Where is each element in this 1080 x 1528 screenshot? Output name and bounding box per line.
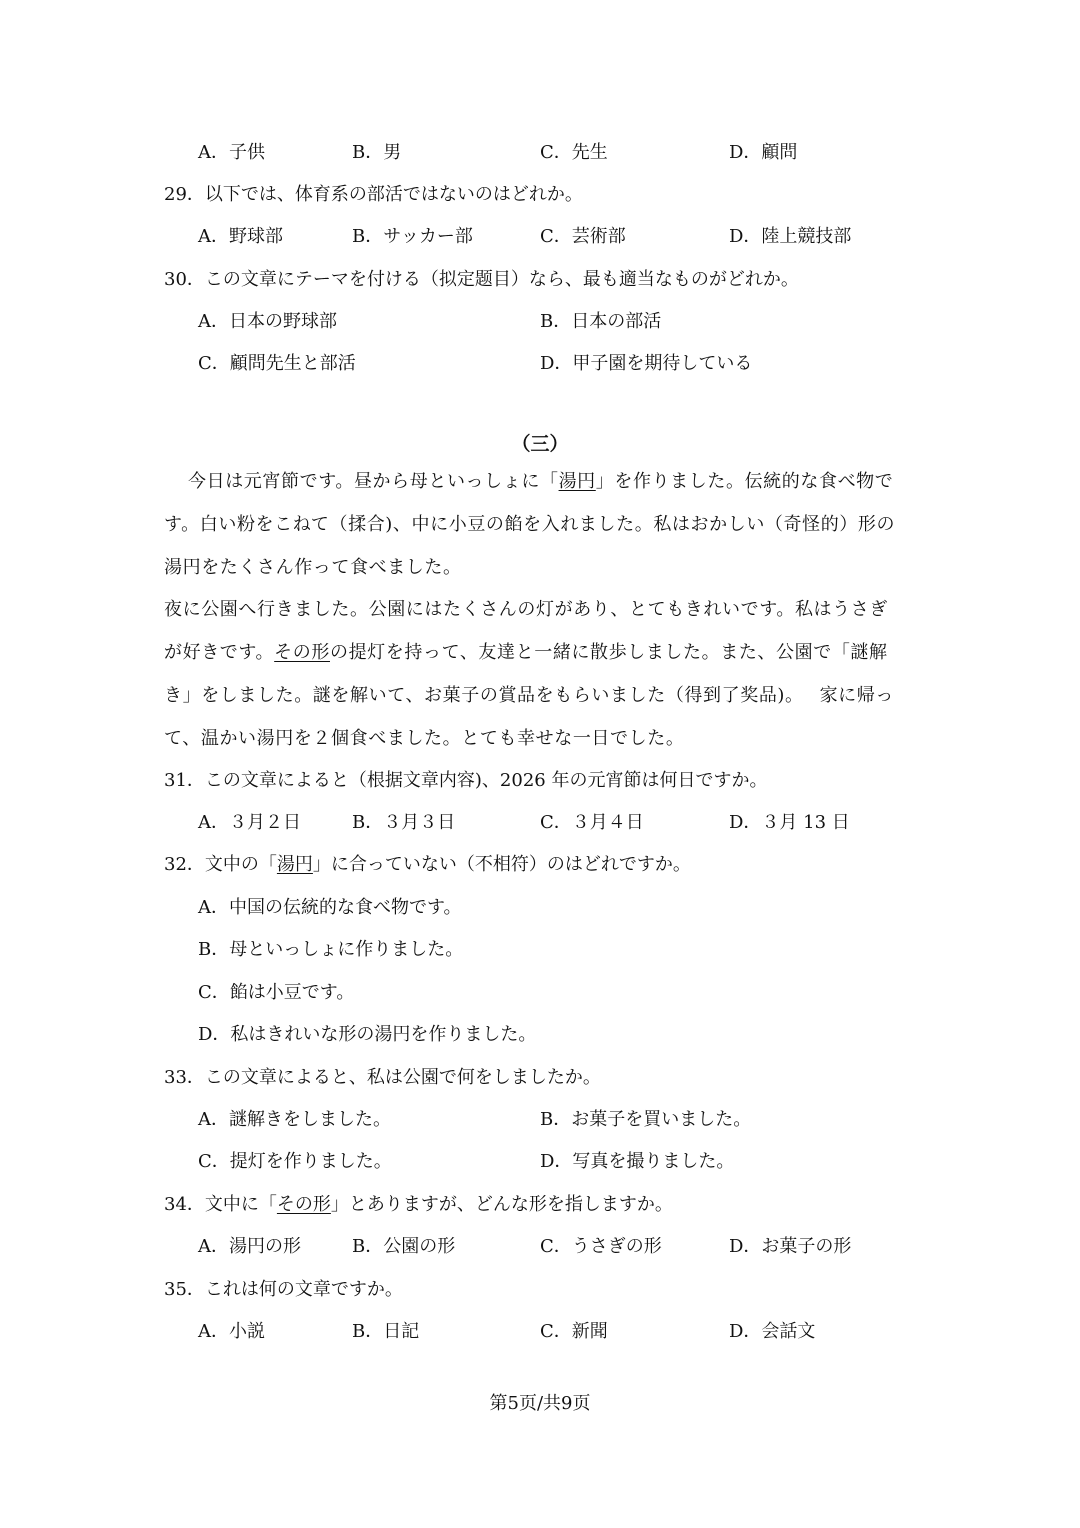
option-d: D．陸上競技部 [729, 226, 852, 247]
underlined-term: その形 [276, 1194, 331, 1215]
option-d: D．甲子園を期待している [540, 353, 753, 374]
option-b: B．日記 [352, 1321, 420, 1342]
passage-line [164, 641, 924, 665]
option-c: C．うさぎの形 [540, 1236, 662, 1257]
passage-line: き」をしました。謎を解いて、お菓子の賞品をもらいました（得到了奖品)。 家に帰っ [164, 685, 894, 706]
option-b: B．サッカー部 [352, 226, 473, 247]
option-c: C．提灯を作りました。 [198, 1151, 392, 1172]
option-b: B．母といっしょに作りました。 [198, 939, 464, 960]
underlined-term: その形 [274, 642, 330, 663]
option-d: D．私はきれいな形の湯円を作りました。 [198, 1024, 537, 1045]
text-segment: 」とありますが、どんな形を指しますか。 [330, 1194, 673, 1215]
option-d: D．会話文 [729, 1321, 816, 1342]
option-c: C．新聞 [540, 1321, 608, 1342]
page-number: 第5页/共9页 [489, 1393, 591, 1414]
text-segment: 今日は元宵節です。昼から母といっしょに「 [188, 471, 559, 492]
question-stem: 35．これは何の文章ですか。 [164, 1279, 403, 1300]
question-stem [164, 853, 691, 877]
option-c: C．顧問先生と部活 [198, 353, 356, 374]
text-segment: が好きです。 [164, 642, 275, 663]
passage-line: 夜に公園へ行きました。公園にはたくさんの灯があり、とてもきれいです。私はうさぎ [164, 599, 888, 620]
option-d: D．お菓子の形 [729, 1236, 852, 1257]
passage-line: す。白い粉をこねて（揉合)、中に小豆の餡を入れました。私はおかしい（奇怪的）形の [164, 514, 896, 535]
option-a: A．３月２日 [198, 812, 301, 833]
text-segment: 」を作りました。伝統的な食べ物で [595, 471, 894, 492]
question-stem [164, 1193, 673, 1217]
question-stem: 30．この文章にテーマを付ける（拟定题目）なら、最も適当なものがどれか。 [164, 269, 799, 290]
option-d: D．３月 13 日 [729, 812, 850, 833]
option-c: C．芸術部 [540, 226, 626, 247]
text-segment: 34．文中に「 [164, 1194, 277, 1215]
question-stem: 31．この文章によると（根据文章内容)、2026 年の元宵節は何日ですか。 [164, 770, 768, 791]
passage-line: 湯円をたくさん作って食べました。 [164, 557, 462, 578]
passage-line [188, 470, 948, 494]
text-segment: の提灯を持って、友達と一緒に散歩しました。また、公園で「謎解 [329, 642, 888, 663]
option-c: C．３月４日 [540, 812, 644, 833]
option-a: A．野球部 [198, 226, 283, 247]
option-a: A．子供 [198, 142, 265, 163]
option-b: B．お菓子を買いました。 [540, 1109, 752, 1130]
option-a: A．日本の野球部 [198, 311, 337, 332]
option-b: B．男 [352, 142, 402, 163]
option-b: B．公園の形 [352, 1236, 456, 1257]
option-d: D．写真を撮りました。 [540, 1151, 735, 1172]
option-c: C．先生 [540, 142, 608, 163]
underlined-term: 湯円 [558, 471, 596, 492]
option-a: A．中国の伝統的な食べ物です。 [198, 897, 462, 918]
option-b: B．日本の部活 [540, 311, 662, 332]
section-title: （三） [511, 433, 569, 455]
option-d: D．顧問 [729, 142, 798, 163]
option-b: B．３月３日 [352, 812, 456, 833]
text-segment: 32．文中の「 [164, 854, 277, 875]
option-a: A．湯円の形 [198, 1236, 301, 1257]
question-stem: 29．以下では、体育系の部活ではないのはどれか。 [164, 184, 583, 205]
underlined-term: 湯円 [276, 854, 313, 875]
passage-line: て、温かい湯円を２個食べました。とても幸せな一日でした。 [164, 728, 685, 749]
option-a: A．謎解きをしました。 [198, 1109, 391, 1130]
option-c: C．餡は小豆です。 [198, 982, 355, 1003]
question-stem: 33．この文章によると、私は公園で何をしましたか。 [164, 1067, 601, 1088]
text-segment: 」に合っていない（不相符）のはどれですか。 [312, 854, 691, 875]
option-a: A．小説 [198, 1321, 265, 1342]
